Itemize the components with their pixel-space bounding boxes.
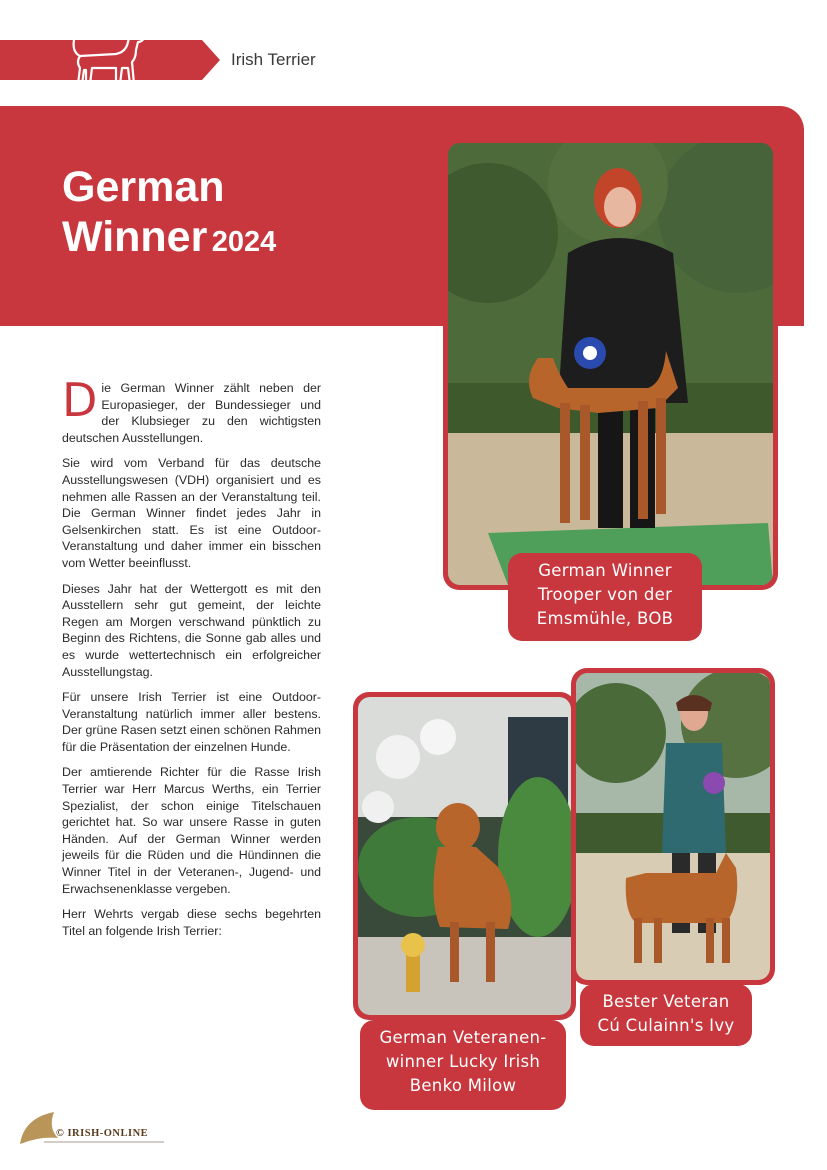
caption-line: Bester Veteran [602,992,730,1011]
best-veteran-photo [576,673,770,980]
paragraph-1-text: ie German Winner zählt neben der Europasieger, der Bundessieger und der Klubsieger zu den wichtigsten deutschen Ausstellungen. [62,381,321,445]
veteran-winner-photo-frame [353,692,576,1020]
main-photo-caption [508,553,702,641]
best-veteran-caption [580,984,752,1046]
main-photo [448,143,773,585]
paragraph-5: Der amtierende Richter für die Rasse Irish Terrier war Herr Marcus Werths, ein Terrier Spezialist, der schon einige Titelschauen gerichtet hat. So war unsere Rasse in guten Händen. Auf der German Winner werden jeweils für die Rüden und die Hündinnen die Winner Titel in der Veteranen-, Jugend- und Erwachsenenklasse vergeben. [62,765,321,896]
paragraph-2: Sie wird vom Verband für das deutsche Ausstellungswesen (VDH) organisiert und es nehmen alle Rassen an der Veranstaltung teil. Die German Winner findet jedes Jahr in Gelsenkirchen statt. Es ist eine Outdoor-Veranstaltung und daher immer ein bisschen vom Wetter beeinflusst. [62,456,321,570]
section-title: Irish Terrier [231,50,316,69]
paragraph-6: Herr Wehrts vergab diese sechs begehrten Titel an folgende Irish Terrier: [62,907,321,938]
caption-line: German Veteranen- [379,1028,547,1047]
paragraph-3: Dieses Jahr hat der Wettergott es mit den Ausstellern sehr gut gemeint, der leichte Regen am Morgen verschwand pünktlich zu Beginn des Richtens, die Sonne gab alles und es wurde wettertechnisch ein erfolgreicher Ausstellungstag. [62,581,321,679]
page-title [62,162,276,263]
best-veteran-photo-frame [571,668,775,985]
article-body [62,373,321,948]
title-line-1: German [62,163,225,211]
caption-line: Cú Culainn's Ivy [597,1016,735,1035]
terrier-logo-icon [56,28,148,96]
caption-line: Trooper von der [537,585,673,604]
paragraph-4: Für unsere Irish Terrier ist eine Outdoor-Veranstaltung natürlich immer aller bestens. Der grüne Rasen setzt einen schönen Rahmen für die Präsentation der einzelnen Hunde. [62,690,321,754]
dropcap: D [62,373,98,427]
caption-line: winner Lucky Irish [385,1052,541,1071]
veteran-winner-caption [360,1020,566,1110]
caption-line: Benko Milow [409,1076,517,1095]
main-photo-frame [443,138,778,590]
title-line-2: Winner [62,213,208,262]
caption-line: Emsmühle, BOB [536,609,674,628]
caption-line: German Winner [538,561,672,580]
veteran-winner-photo [358,697,571,1015]
watermark-text: © IRISH-ONLINE [56,1128,149,1139]
paragraph-1 [62,373,321,446]
title-year: 2024 [211,226,277,259]
